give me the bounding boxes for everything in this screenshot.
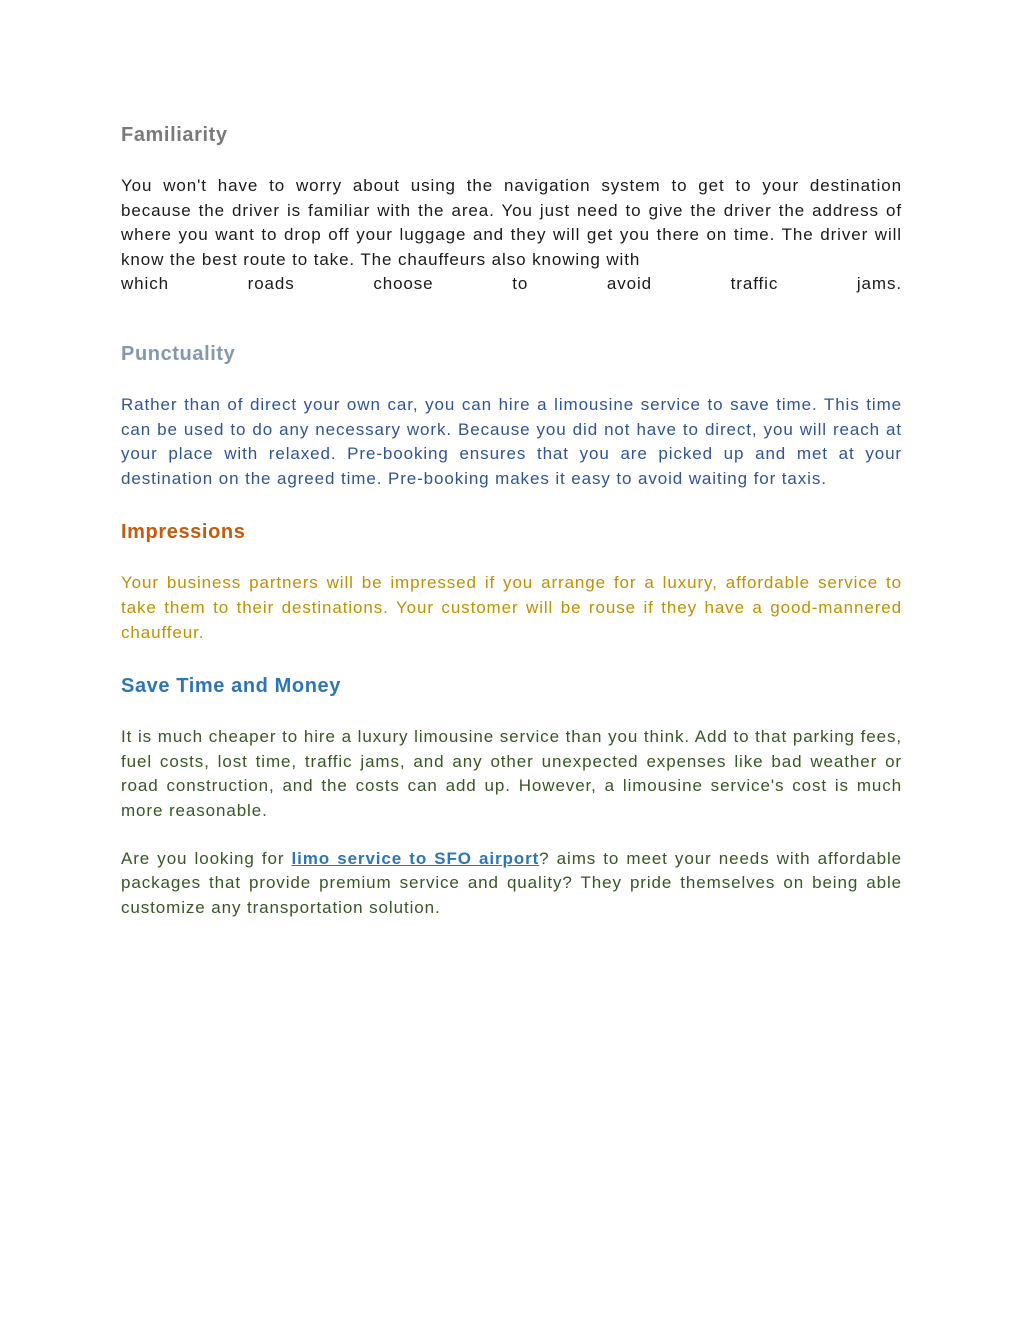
section-save-time-and-money (121, 669, 902, 823)
paragraph-familiarity-main: You won't have to worry about using the navigation system to get to your destination because the driver is familiar with the area. You just need to give the driver the address of where you want to drop off your luggage and they will get you there on time. The driver will know the best route to take. The chauffeurs also knowing with (121, 176, 902, 269)
limo-service-link[interactable]: limo service to SFO airport (291, 848, 540, 868)
heading-save-time-and-money: Save Time and Money (121, 675, 341, 698)
heading-punctuality: Punctuality (121, 342, 236, 365)
paragraph-familiarity (121, 174, 902, 297)
closing-prefix: Are you looking for (121, 848, 285, 868)
paragraph-closing (121, 847, 902, 921)
paragraph-punctuality: Rather than of direct your own car, you can hire a limousine service to save time. This time can be used to do any necessary work. Because you did not have to direct, you will reach at your place with relaxed. Pre-booking ensures that you are picked up and met at your destination on the agreed time. Pre-booking makes it easy to avoid waiting for taxis. (121, 394, 902, 488)
document-page (121, 118, 902, 920)
closing-suffix: ? aims to meet your needs with affordable packages that provide premium service and quality? They pride themselves on being able customize any transportation solution. (121, 848, 902, 917)
heading-familiarity: Familiarity (121, 124, 228, 146)
paragraph-familiarity-last-line: which roads choose to avoid traffic jams. (121, 274, 902, 294)
paragraph-impressions: Your business partners will be impressed if you arrange for a luxury, affordable service to take them to their destinations. Your customer will be rouse if they have a good-mannered chauffeur. (121, 573, 902, 642)
section-impressions (121, 515, 902, 645)
heading-impressions: Impressions (121, 521, 246, 544)
section-familiarity (121, 118, 902, 297)
section-punctuality (121, 337, 902, 491)
paragraph-save-time-and-money: It is much cheaper to hire a luxury limousine service than you think. Add to that parking fees, fuel costs, lost time, traffic jams, and any other unexpected expenses like bad weather or road construction, and the costs can add up. However, a limousine service's cost is much more reasonable. (121, 727, 902, 820)
